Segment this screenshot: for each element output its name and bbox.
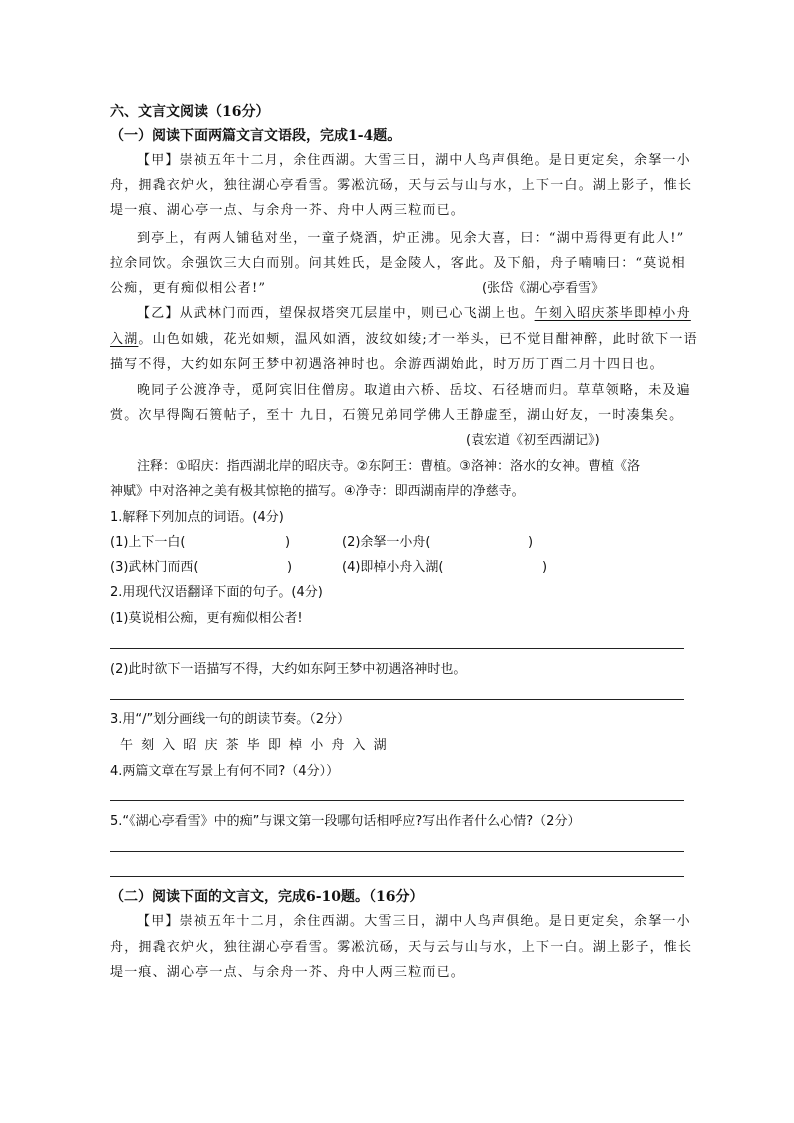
- q1-item-1-close: ): [285, 535, 291, 550]
- answer-line: [110, 800, 684, 801]
- jia-source: (张岱《湖心亭看雪》: [482, 281, 605, 296]
- jia-p2-line-3: 公痴，更有痴似相公者!”: [110, 281, 267, 296]
- answer-line: [110, 851, 684, 852]
- q1-item-4-open: (4)即棹小舟入湖(: [342, 560, 444, 575]
- q1-item-2-open: (2)余拏一小舟(: [342, 535, 431, 550]
- q1-item-2-close: ): [528, 535, 534, 550]
- q3-stem: 3.用“/”划分画线一句的朗读节奏。（2分）: [110, 712, 351, 727]
- part1-heading: （一）阅读下面两篇文言文语段，完成1-4题。: [110, 128, 402, 144]
- part2-line-2: 舟，拥毳衣炉火，独往湖心亭看雪。雾凇沆砀，天与云与山与水，上下一白。湖上影子，惟长: [110, 940, 693, 955]
- yi-p2-line-1: 晚同子公渡净寺，觅阿宾旧住僧房。取道由六桥、岳坟、石径塘而归。草草领略，未及遍: [137, 383, 691, 398]
- q5-stem: 5.“《湖心亭看雪》中的痴”与课文第一段哪句话相呼应?写出作者什么心情?（2分）: [110, 814, 581, 829]
- jia-p2-line-2: 拉余同饮。余强饮三大白而别。问其姓氏，是金陵人，客此。及下船，舟子喃喃曰：“莫说相: [110, 256, 686, 271]
- part2-line-1: 【甲】崇祯五年十二月，余住西湖。大雪三日，湖中人鸟声俱绝。是日更定矣，余拏一小: [137, 914, 691, 929]
- q2-stem: 2.用现代汉语翻译下面的句子。(4分): [110, 585, 323, 600]
- q1-item-3-open: (3)武林门而西(: [110, 560, 199, 575]
- q2-sentence-1: (1)莫说相公痴，更有痴似相公者!: [110, 611, 303, 626]
- q1-item-4-close: ): [542, 560, 548, 575]
- yi-line-1-text: 【乙】从武林门而西，望保叔塔突兀层崖中，则已心飞湖上也。: [137, 306, 535, 321]
- q1-item-1-open: (1)上下一白(: [110, 535, 186, 550]
- jia-p2-line-1: 到亭上，有两人铺毡对坐，一童子烧酒，炉正沸。见余大喜，曰：“湖中焉得更有此人!”: [137, 231, 685, 246]
- jia-line-2: 舟，拥毳衣炉火，独往湖心亭看雪。雾凇沆砀，天与云与山与水，上下一白。湖上影子，惟长: [110, 178, 693, 193]
- yi-underlined-sentence-part1: 午刻入昭庆茶毕即棹小舟: [534, 306, 691, 321]
- jia-line-3: 堤一痕、湖心亭一点、与余舟一芥、舟中人两三粒而已。: [110, 203, 466, 218]
- notes-line-1: 注释：①昭庆：指西湖北岸的昭庆寺。②东阿王：曹植。③洛神：洛水的女神。曹植《洛: [137, 459, 640, 474]
- part2-line-3: 堤一痕、湖心亭一点、与余舟一芥、舟中人两三粒而已。: [110, 965, 466, 980]
- q4-stem: 4.两篇文章在写景上有何不同?（4分））: [110, 764, 340, 779]
- answer-line: [110, 699, 684, 700]
- yi-line-3: 描写不得，大约如东阿王梦中初遇洛神时也。余游西湖始此，时万历丁酉二月十四日也。: [110, 357, 664, 372]
- yi-underlined-sentence-part2: 入湖: [110, 332, 139, 347]
- q1-stem: 1.解释下列加点的词语。(4分): [110, 510, 284, 525]
- part2-heading: （二）阅读下面的文言文，完成6-10题。（16分）: [110, 889, 424, 905]
- answer-line: [110, 876, 684, 877]
- yi-line-2: [110, 330, 698, 350]
- q3-sentence: 午 刻 入 昭 庆 茶 毕 即 棹 小 舟 入 湖: [120, 738, 389, 753]
- q1-item-3-close: ): [287, 560, 293, 575]
- jia-line-1: 【甲】崇祯五年十二月，余住西湖。大雪三日，湖中人鸟声俱绝。是日更定矣，余拏一小: [137, 153, 691, 168]
- section-title: 六、文言文阅读（16分）: [110, 104, 270, 120]
- q2-sentence-2: (2)此时欲下一语描写不得，大约如东阿王梦中初遇洛神时也。: [110, 662, 467, 677]
- answer-line: [110, 648, 684, 649]
- yi-p2-line-2: 赏。次早得陶石篑帖子，至十 九日，石篑兄弟同学佛人王静虚至，湖山好友，一时凑集矣。: [110, 408, 684, 423]
- yi-line-1: [137, 304, 691, 324]
- yi-line-2-text: 。山色如娥，花光如颊，温风如酒，波纹如绫;才一举头，已不觉目酣神醉，此时欲下一语: [138, 332, 698, 347]
- yi-source: (袁宏道《初至西湖记》): [466, 433, 600, 448]
- notes-line-2: 神赋》中对洛神之美有极其惊艳的描写。④净寺：即西湖南岸的净慈寺。: [110, 484, 525, 499]
